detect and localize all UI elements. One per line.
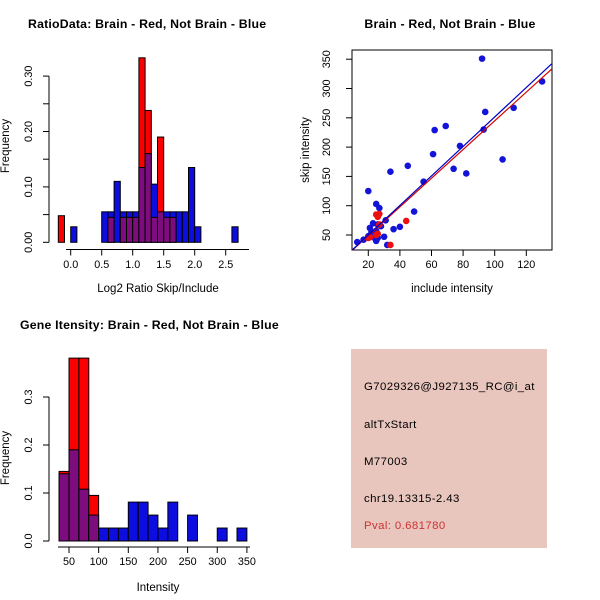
data-point-blue	[499, 156, 506, 163]
tick-label: 100	[485, 259, 504, 271]
hist-bar	[58, 216, 64, 243]
tick-label: 2.5	[218, 259, 234, 271]
hist-bar-overlap	[133, 217, 139, 242]
tick-label: 0.00	[23, 231, 35, 253]
tick-label: 150	[321, 167, 333, 186]
data-point-blue	[376, 205, 383, 212]
scatter-panel	[300, 50, 552, 295]
tick-label: 0.2	[23, 437, 35, 453]
hist-bar	[182, 212, 188, 242]
plot-frame	[352, 50, 552, 250]
hist-bar	[237, 528, 247, 541]
gene-intensity-histogram-panel	[0, 358, 256, 594]
tick-label: 200	[148, 556, 167, 568]
hist-bar-overlap	[69, 450, 79, 541]
data-point-blue	[457, 143, 464, 150]
tick-label: 50	[321, 228, 333, 242]
data-point-blue	[387, 168, 394, 175]
hist-bar-overlap	[79, 489, 89, 541]
hist-bar	[158, 528, 168, 541]
hist-bar-overlap	[139, 168, 145, 243]
tick-label: 0.3	[23, 389, 35, 405]
tick-label: 350	[237, 556, 256, 568]
event-type-text: altTxStart	[364, 419, 417, 431]
hist-bar	[189, 168, 195, 243]
gene-hist-title: Gene Itensity: Brain - Red, Not Brain - Blue	[20, 318, 279, 332]
not-brain-fit-line	[353, 64, 552, 250]
hist-bar	[109, 528, 119, 541]
tick-label: 0.30	[23, 65, 35, 87]
data-point-red	[403, 218, 410, 225]
hist-bar-overlap	[89, 515, 99, 541]
info-panel	[351, 349, 547, 548]
x-axis-label: Log2 Ratio Skip/Include	[97, 283, 219, 295]
hist-bar	[232, 227, 238, 243]
hist-bar	[168, 502, 178, 541]
hist-bar	[71, 227, 77, 243]
hist-bar-overlap	[151, 217, 157, 242]
tick-label: 150	[119, 556, 138, 568]
tick-label: 100	[321, 196, 333, 215]
hist-bar	[217, 528, 227, 541]
tick-label: 100	[89, 556, 108, 568]
tick-label: 0.0	[23, 533, 35, 549]
data-point-blue	[482, 109, 489, 116]
tick-label: 1.0	[125, 259, 141, 271]
data-point-blue	[479, 55, 486, 62]
hist-bar-overlap	[158, 212, 164, 242]
tick-label: 300	[321, 79, 333, 98]
data-point-blue	[405, 163, 412, 170]
data-point-blue	[450, 165, 457, 172]
hist-bar	[118, 528, 128, 541]
tick-label: 0.5	[94, 259, 110, 271]
tick-label: 250	[321, 108, 333, 127]
tick-label: 0.20	[23, 120, 35, 143]
tick-label: 40	[393, 259, 406, 271]
tick-label: 0.10	[23, 176, 35, 198]
data-point-blue	[411, 208, 418, 215]
y-axis-label: skip intensity	[300, 117, 312, 183]
tick-label: 50	[62, 556, 76, 568]
tick-label: 250	[178, 556, 197, 568]
hist-bar	[148, 515, 158, 541]
accession-text: M77003	[364, 456, 408, 468]
y-axis-label: Frequency	[0, 118, 12, 174]
data-point-blue	[397, 223, 404, 230]
tick-label: 2.0	[187, 259, 203, 271]
tick-label: 350	[321, 50, 333, 69]
tick-label: 60	[425, 259, 438, 271]
data-point-blue	[431, 127, 438, 134]
ratio-hist-title: RatioData: Brain - Red, Not Brain - Blue	[28, 17, 267, 31]
hist-bar-overlap	[108, 217, 114, 242]
x-axis-label: include intensity	[411, 283, 493, 295]
genome-location-text: chr19.13315-2.43	[364, 493, 460, 505]
hist-bar	[114, 181, 120, 242]
hist-bar	[128, 502, 138, 541]
data-point-blue	[381, 233, 388, 240]
brain-fit-line	[353, 69, 552, 250]
data-point-blue	[365, 188, 372, 195]
hist-bar-overlap	[120, 217, 126, 242]
hist-bar-overlap	[145, 154, 151, 243]
data-point-red	[387, 242, 394, 249]
hist-bar	[102, 212, 108, 242]
tick-label: 20	[362, 259, 375, 271]
hist-bar	[188, 515, 198, 541]
tick-label: 80	[457, 259, 470, 271]
tick-label: 0.1	[23, 485, 35, 501]
hist-bar	[138, 502, 148, 541]
hist-bar-overlap	[170, 217, 176, 242]
tick-label: 1.5	[156, 259, 172, 271]
pval-text: Pval: 0.681780	[364, 520, 446, 532]
tick-label: 120	[517, 259, 536, 271]
data-point-blue	[463, 170, 470, 177]
tick-label: 200	[321, 138, 333, 157]
data-point-blue	[390, 226, 397, 233]
hist-bar	[195, 227, 201, 243]
x-axis-label: Intensity	[136, 582, 180, 594]
tick-label: 300	[208, 556, 227, 568]
hist-bar-overlap	[164, 217, 170, 242]
data-point-red	[374, 231, 381, 238]
data-point-red	[376, 211, 383, 218]
probe-id-text: G7029326@J927135_RC@i_at	[364, 381, 535, 393]
data-point-blue	[430, 151, 437, 158]
tick-label: 0.0	[63, 259, 79, 271]
hist-bar	[176, 212, 182, 242]
scatter-title: Brain - Red, Not Brain - Blue	[364, 17, 536, 31]
y-axis-label: Frequency	[0, 430, 12, 486]
hist-bar-overlap	[127, 217, 133, 242]
hist-bar-overlap	[59, 474, 69, 541]
hist-bar	[99, 528, 109, 541]
data-point-blue	[442, 123, 449, 130]
ratio-histogram-panel	[0, 58, 249, 295]
